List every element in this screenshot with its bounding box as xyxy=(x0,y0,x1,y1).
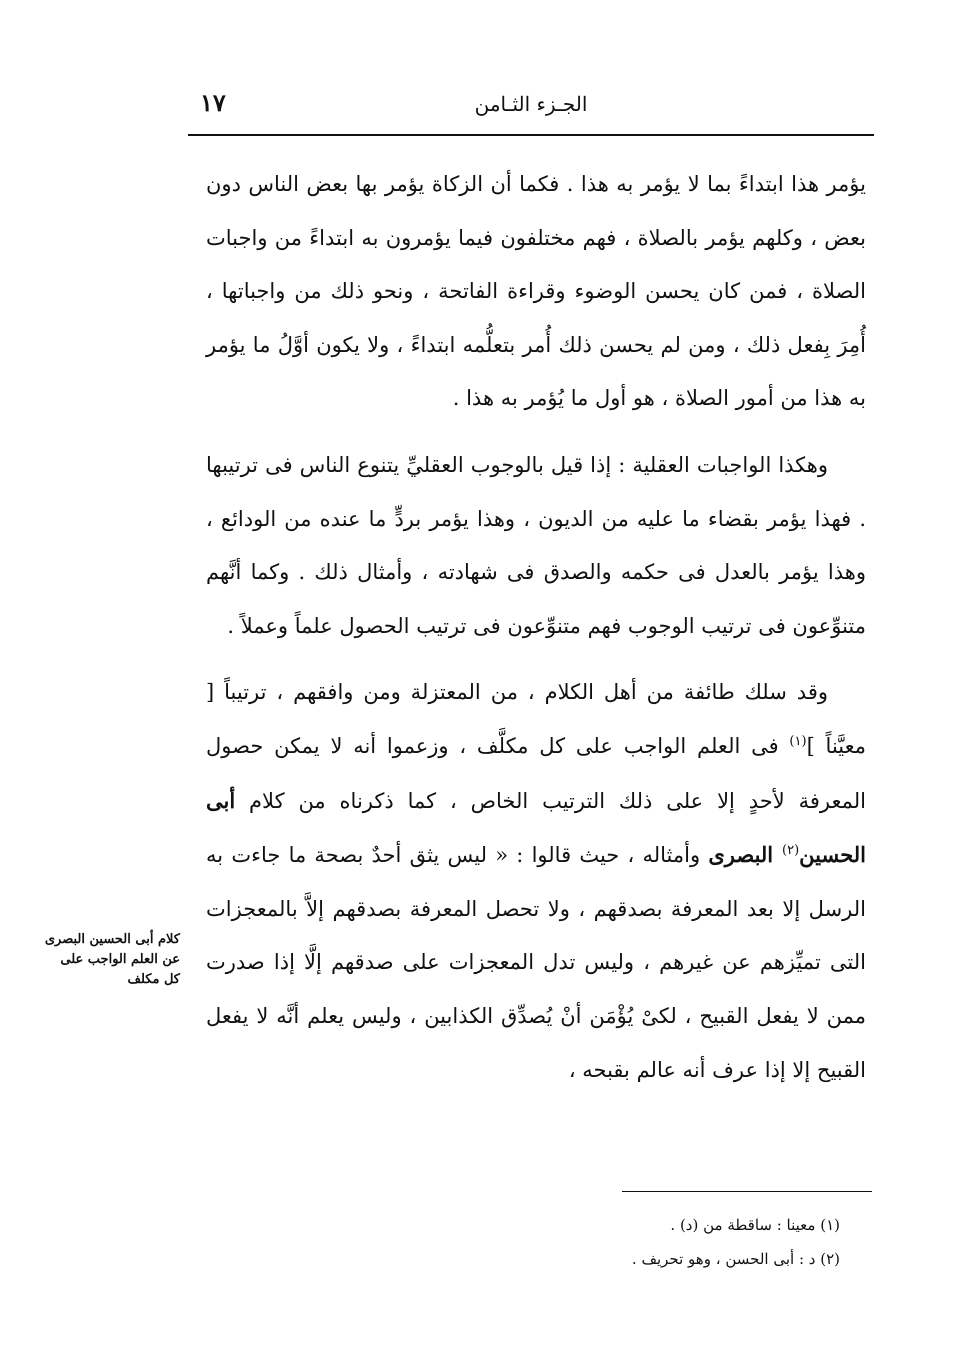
footnote-ref-2: (٢) xyxy=(782,843,800,859)
bold-name-abi-al-husayn: أبى الحسين xyxy=(206,787,866,868)
footnote-2: (٢) د : أبى الحسن ، وهو تحريف . xyxy=(631,1250,840,1268)
paragraph-gap xyxy=(206,426,866,439)
footnotes xyxy=(470,1208,840,1276)
paragraph-3 xyxy=(206,666,866,1097)
main-text xyxy=(206,158,866,1097)
margin-note: كلام أبى الحسين البصرى عن العلم الواجب على كل مكلف xyxy=(44,932,180,987)
paragraph-3-part-1: وقد سلك طائفة من أهل الكلام ، من المعتزلة ومن وافقهم ، ترتيباً [ معيَّناً ] xyxy=(206,680,866,758)
footnote-ref-1: (١) xyxy=(789,733,807,749)
page-header xyxy=(188,86,874,126)
running-title: الجـزء الثـامن xyxy=(474,92,588,116)
bold-name-al-basri: البصرى xyxy=(708,842,782,868)
paragraph-3-part-2: فى العلم الواجب على كل مكلَّف ، وزعموا أنه لا يمكن حصول المعرفة لأحدٍ إلا على ذلك الترتيب الخاص ، كما ذكرناه من كلام xyxy=(206,733,866,813)
paragraph-gap xyxy=(206,653,866,666)
footnote-divider xyxy=(622,1191,872,1192)
page-number: ١٧ xyxy=(200,88,226,117)
paragraph-2: وهكذا الواجبات العقلية : إذا قيل بالوجوب العقليِّ يتنوع الناس فى ترتيبها . فهذا يؤمر بقضاء ما عليه من الديون ، وهذا يؤمر بردٍّ ما عنده من الودائع ، وهذا يؤمر بالعدل فى حكمه والصدق فى شهادته ، وأمثال ذلك . وكما أنَّهم متنوِّعون فى ترتيب الوجوب فهم متنوِّعون فى ترتيب الحصول علماً وعملاً . xyxy=(206,452,866,638)
header-divider xyxy=(188,134,874,136)
paragraph-3-part-3: وأمثاله ، حيث قالوا : « ليس يثق أحدٌ بصحة ما جاءت به الرسل إلا بعد المعرفة بصدقهم ، ولا تحصل المعرفة بصدقهم إلاَّ بالمعجزات التى تميِّزهم عن غيرهم ، وليس تدل المعجزات على صدقهم إلَّا إذا صدرت ممن لا يفعل القبيح ، لكىْ يُؤْمَن أنْ يُصدِّق الكذابين ، وليس يعلم أنَّه لا يفعل القبيح إلا إذا عرف أنه عالم بقبحه ، xyxy=(206,843,866,1082)
footnote-1: (١) معينا : ساقطة من (د) . xyxy=(670,1216,840,1234)
paragraph-1: يؤمر هذا ابتداءً بما لا يؤمر به هذا . فكما أن الزكاة يؤمر بها بعض الناس دون بعض ، وكلهم يؤمر بالصلاة ، فهم مختلفون فيما يؤمرون به ابتداءً من واجبات الصلاة ، فمن كان يحسن الوضوء وقراءة الفاتحة ، ونحو ذلك من واجباتها ، أُمِرَ بِفعل ذلك ، ومن لم يحسن ذلك أُمر بتعلُّمه ابتداءً ، ولا يكون أوَّلُ ما يؤمر به هذا من أمور الصلاة ، هو أول ما يُؤمر به هذا . xyxy=(206,172,866,411)
